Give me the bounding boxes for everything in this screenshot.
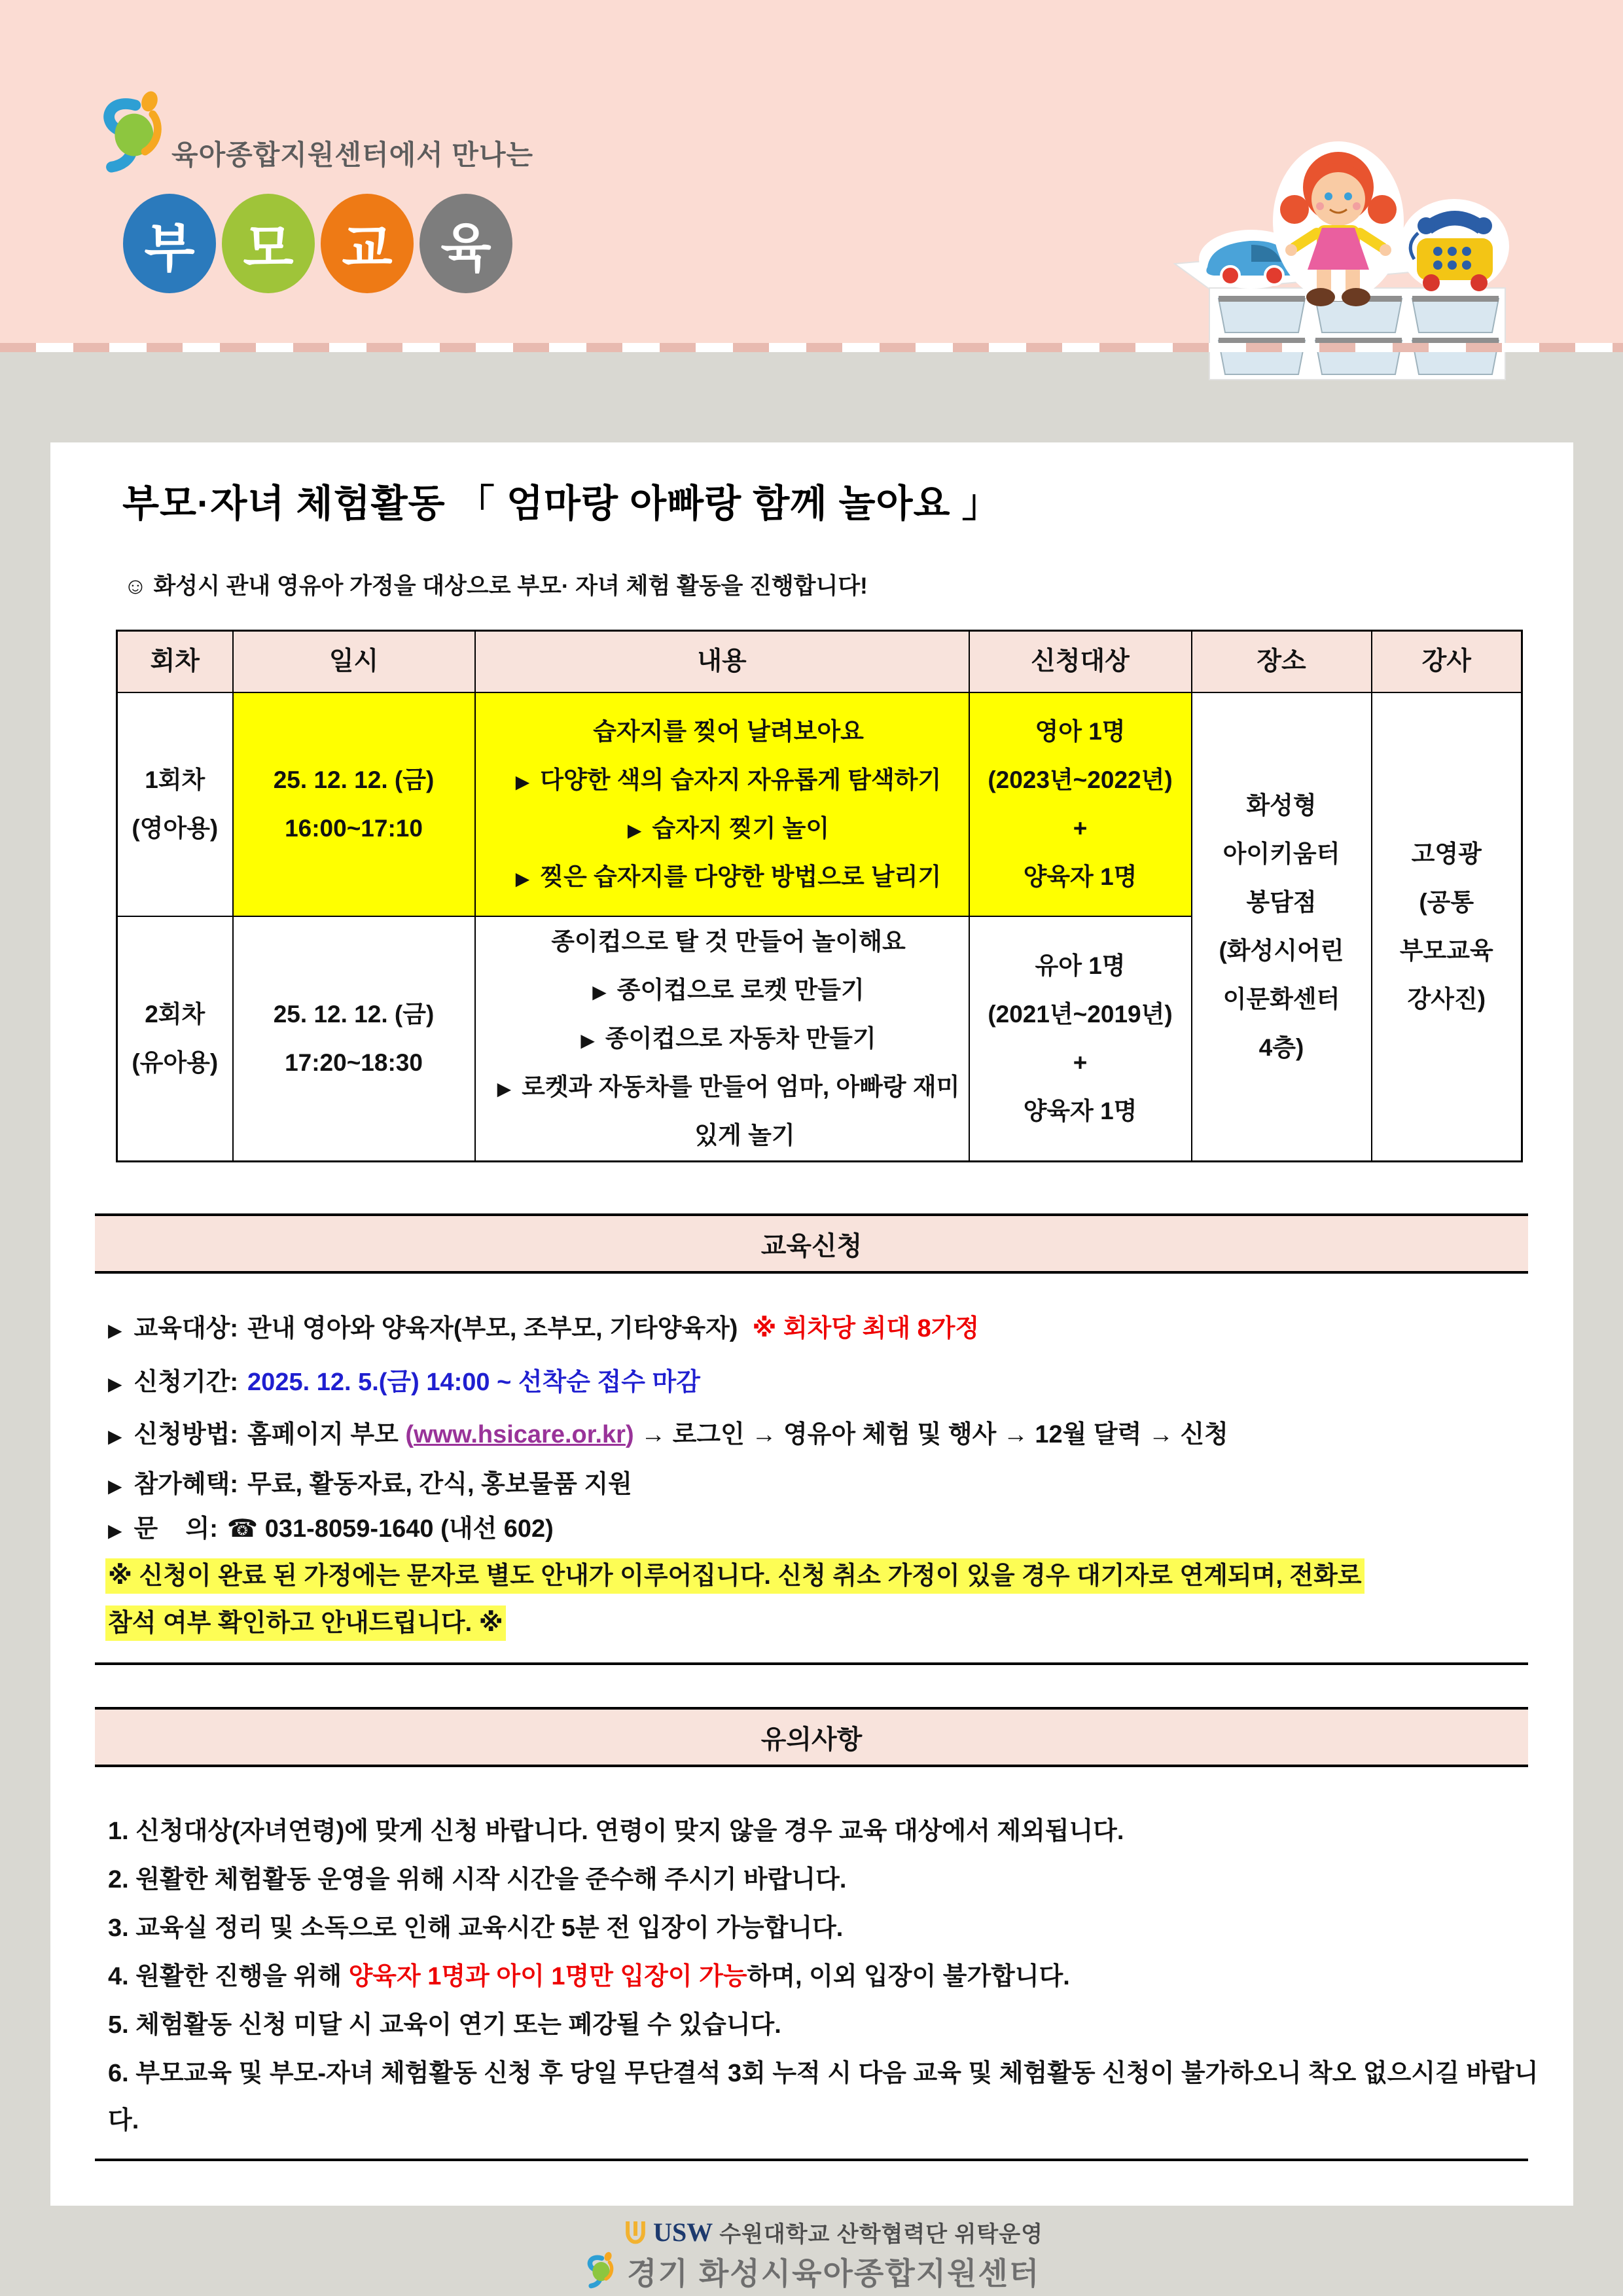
triangle-bullet-icon: ▶ — [515, 869, 530, 889]
header-target: 신청대상 — [969, 631, 1192, 693]
caution-item-2: 2. 원활한 체험활동 운영을 위해 시작 시간을 준수해 주시기 바랍니다. — [108, 1866, 847, 1893]
header-datetime: 일시 — [233, 631, 475, 693]
brand-circle-gyo: 교 — [321, 194, 414, 293]
apply-section-header: 교육신청 — [95, 1213, 1528, 1274]
place-cell: 화성형 아이키움터 봉담점 (화성시어린 이문화센터 4층) — [1192, 692, 1372, 1162]
brand-circle-yuk: 육 — [419, 194, 512, 293]
waitlist-notice-line2: 참석 여부 확인하고 안내드립니다. ※ — [105, 1602, 1558, 1638]
datetime-2-cell: 25. 12. 12. (금) 17:20~18:30 — [233, 916, 475, 1162]
website-link[interactable]: www.hsicare.or.kr — [414, 1421, 626, 1448]
entry-limit-note: 양육자 1명과 아이 1명만 입장이 가능 — [348, 1963, 747, 1990]
affiliation-line — [624, 2216, 1043, 2248]
datetime-1-cell: 25. 12. 12. (금) 16:00~17:10 — [233, 692, 475, 916]
caution-item-4: 4. 원활한 진행을 위해 양육자 1명과 아이 1명만 입장이 가능하며, 이외 입장이 불가합니다. — [108, 1963, 1070, 1990]
page-title: 부모·자녀 체험활동 「 엄마랑 아빠랑 함께 놀아요 」 — [122, 482, 1001, 525]
bullet-contact: ▶ 문 의: ☎ 031-8059-1640 (내선 602) — [108, 1515, 554, 1543]
header-session: 회차 — [117, 631, 233, 693]
bullet-benefits: ▶ 참가혜택: 무료, 활동자료, 간식, 홍보물품 지원 — [108, 1471, 632, 1498]
target-1-cell: 영아 1명 (2023년~2022년) + 양육자 1명 — [969, 692, 1192, 916]
caution-item-6: 6. 부모교육 및 부모-자녀 체험활동 신청 후 당일 무단결석 3회 누적 시 다음 교육 및 체험활동 신청이 불가하오니 착오 없으시길 바랍니다. — [108, 2060, 1539, 2134]
bottom-divider — [95, 2159, 1528, 2161]
triangle-bullet-icon: ▶ — [108, 1374, 122, 1394]
center-logo-icon — [90, 84, 168, 187]
caution-item-3: 3. 교육실 정리 및 소독으로 인해 교육시간 5분 전 입장이 가능합니다. — [108, 1914, 844, 1942]
phone-number: ☎ 031-8059-1640 (내선 602) — [226, 1515, 554, 1543]
header-place: 장소 — [1192, 631, 1372, 693]
triangle-bullet-icon: ▶ — [108, 1476, 122, 1496]
triangle-bullet-icon: ▶ — [592, 982, 607, 1002]
instructor-cell: 고영광 (공통 부모교육 강사진) — [1372, 692, 1522, 1162]
bullet-apply-period: ▶ 신청기간: 2025. 12. 5.(금) 14:00 ~ 선착순 접수 마감 — [108, 1369, 700, 1396]
bullet-apply-method: ▶ 신청방법: 홈페이지 부모 (www.hsicare.or.kr) → 로그인 → 영유아 체험 및 행사 → 12월 달력 → 신청 — [108, 1421, 1228, 1448]
content-2-cell: 종이컵으로 탈 것 만들어 놀이해요 ▶ 종이컵으로 로켓 만들기 ▶ 종이컵으로 자동차 만들기 ▶ 로켓과 자동차를 만들어 엄마, 아빠랑 재미있게 놀기 — [475, 916, 969, 1162]
center-logo-icon — [580, 2250, 618, 2293]
usw-brand: USW — [653, 2217, 713, 2247]
triangle-bullet-icon: ▶ — [497, 1079, 512, 1099]
page-footer — [0, 2216, 1623, 2293]
session-1-cell: 1회차 (영아용) — [117, 692, 233, 916]
triangle-bullet-icon: ▶ — [627, 820, 642, 840]
section-divider — [95, 1662, 1528, 1665]
caution-item-1: 1. 신청대상(자녀연령)에 맞게 신청 바랍니다. 연령이 맞지 않을 경우 교육 대상에서 제외됩니다. — [108, 1818, 1124, 1845]
brand-title-circles — [123, 194, 512, 293]
apply-period-value: 2025. 12. 5.(금) 14:00 ~ 선착순 접수 마감 — [247, 1369, 700, 1396]
triangle-bullet-icon: ▶ — [108, 1520, 122, 1541]
center-name: 경기 화성시육아종합지원센터 — [627, 2256, 1041, 2291]
header-dashed-border — [0, 343, 1623, 352]
bullet-education-target: ▶ 교육대상: 관내 영아와 양육자(부모, 조부모, 기타양육자) ※ 회차당 최대 8가정 — [108, 1315, 980, 1342]
waitlist-notice-line1: ※ 신청이 완료 된 가정에는 문자로 별도 안내가 이루어집니다. 신청 취소 가정이 있을 경우 대기자로 연계되며, 전화로 — [105, 1555, 1558, 1591]
affiliation-text: 수원대학교 산학협력단 위탁운영 — [719, 2222, 1043, 2247]
brand-circle-bu: 부 — [123, 194, 216, 293]
brand-tagline: 육아종합지원센터에서 만나는 — [171, 139, 534, 170]
triangle-bullet-icon: ▶ — [108, 1320, 122, 1340]
page-header — [0, 0, 1623, 352]
target-2-cell: 유아 1명 (2021년~2019년) + 양육자 1명 — [969, 916, 1192, 1162]
caution-item-5: 5. 체험활동 신청 미달 시 교육이 연기 또는 폐강될 수 있습니다. — [108, 2011, 781, 2039]
brand-circle-mo: 모 — [222, 194, 315, 293]
center-name-line — [580, 2250, 1043, 2293]
header-content: 내용 — [475, 631, 969, 693]
max-families-note: ※ 회차당 최대 8가정 — [752, 1315, 980, 1342]
content-1-cell: 습자지를 찢어 날려보아요 ▶ 다양한 색의 습자지 자유롭게 탐색하기 ▶ 습자지 찢기 놀이 ▶ 찢은 습자지를 다양한 방법으로 날리기 — [475, 692, 969, 916]
schedule-row-1 — [117, 692, 1522, 916]
content-card — [50, 442, 1573, 2206]
session-2-cell: 2회차 (유아용) — [117, 916, 233, 1162]
header-instructor: 강사 — [1372, 631, 1522, 693]
schedule-table — [116, 630, 1523, 1162]
triangle-bullet-icon: ▶ — [580, 1030, 595, 1050]
triangle-bullet-icon: ▶ — [108, 1426, 122, 1446]
page-subtitle: ☺ 화성시 관내 영유아 가정을 대상으로 부모· 자녀 체험 활동을 진행합니다! — [124, 573, 868, 599]
caution-section-header: 유의사항 — [95, 1707, 1528, 1767]
usw-logo-icon — [624, 2219, 647, 2246]
triangle-bullet-icon: ▶ — [515, 772, 530, 792]
schedule-header-row — [117, 631, 1522, 693]
toy-phone — [1399, 199, 1509, 293]
